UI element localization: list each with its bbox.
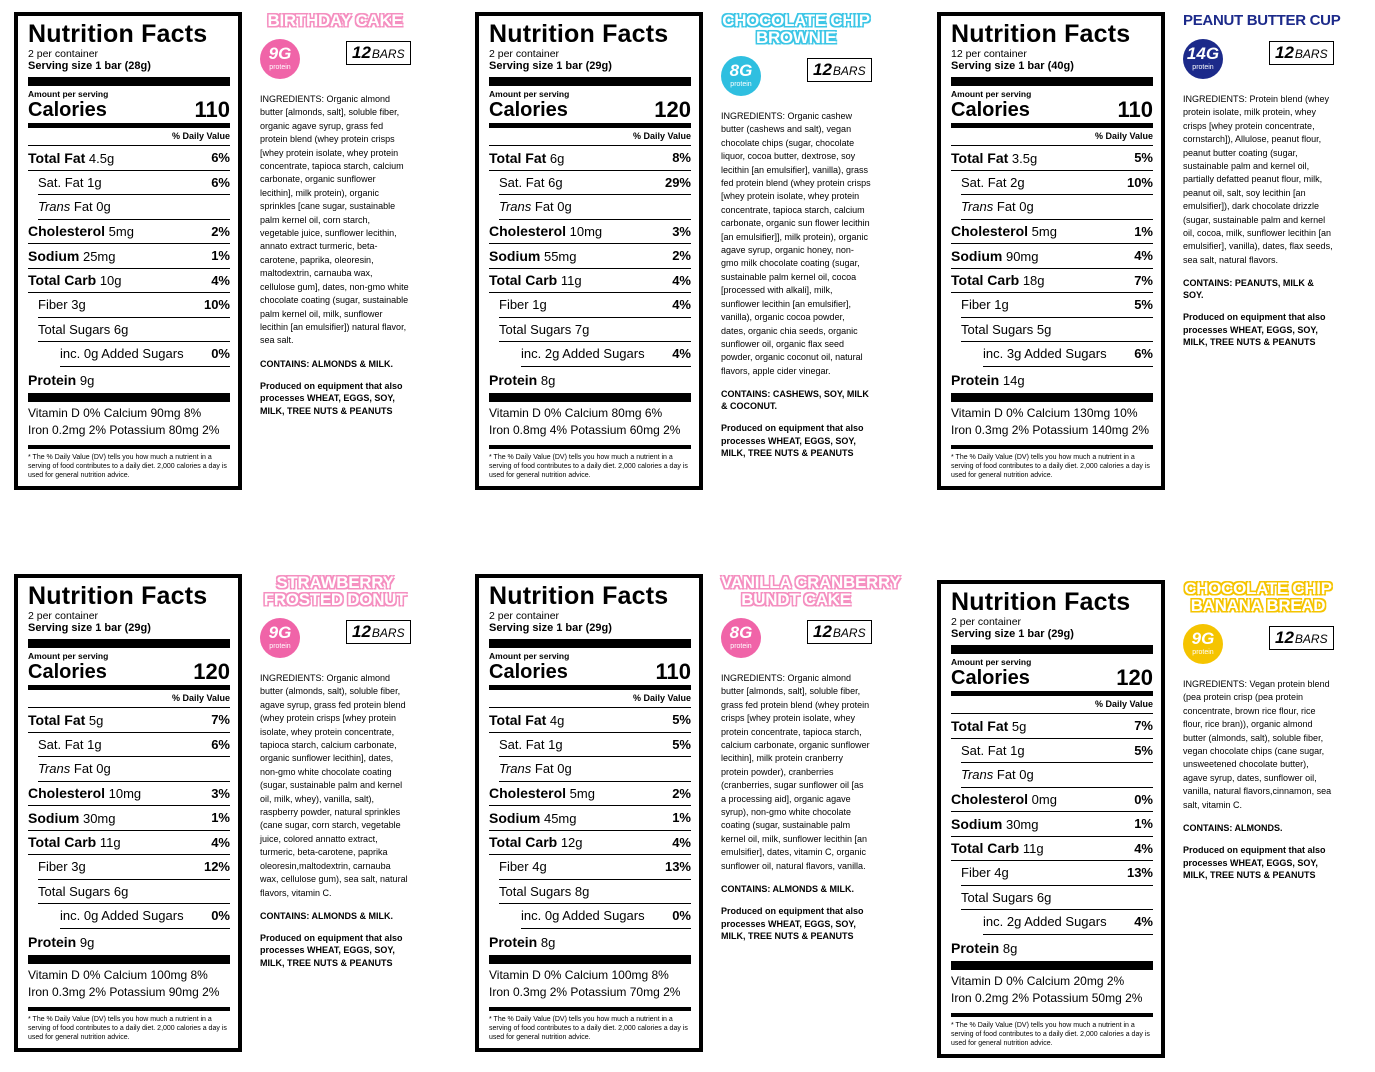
amount-per-serving: Amount per serving <box>28 89 109 99</box>
nutrient-row: Total Fat 6g 8% <box>489 146 691 171</box>
protein-amount: 14G <box>1186 44 1220 63</box>
product-panel <box>475 12 923 492</box>
daily-value-pct: 7% <box>211 712 230 728</box>
flavor-name: BIRTHDAY CAKE <box>267 11 403 30</box>
allergen-equipment-notice: Produced on equipment that also processes WHEAT, EGGS, SOY, MILK, TREE NUTS & PEANUTS <box>721 906 864 942</box>
nutrition-facts-label <box>937 12 1165 490</box>
nutrient-row: Sodium 25mg 1% <box>28 244 230 269</box>
vitamins-minerals <box>489 964 691 1011</box>
allergen-contains: CONTAINS: CASHEWS, SOY, MILK & COCONUT. <box>721 389 869 412</box>
daily-value-pct: 13% <box>664 859 691 875</box>
nutrient-row: Sodium 90mg 4% <box>951 244 1153 269</box>
serving-size: Serving size 1 bar (40g) <box>951 60 1153 86</box>
ingredients-list: INGREDIENTS: Organic almond butter (almonds, salt), soluble fiber, agave syrup, grass fed protein blend (whey protein crisps [whey protein isolate, whey protein concentrate, tapioca starch, calcium carbonate, organic sunflower lecithin], dates, non-gmo white chocolate coating (sugar, sustainable palm and kernel oil, milk, whey), vanilla, salt), raspberry powder, natural sprinkles (cane sugar, corn starch, vegetable juice, colored annatto extract, turmeric, beta-carotene, paprika oleoresin,maltodextrin, carnauba wax, cellulose gum), sea salt, natural flavors, vitamin C. <box>260 673 408 898</box>
calories-value: 110 <box>194 97 230 122</box>
daily-value-header: % Daily Value <box>28 128 230 146</box>
daily-value-pct: 6% <box>211 736 230 752</box>
calories-label: Calories <box>951 667 1030 689</box>
servings-per-container: 2 per container <box>28 48 99 60</box>
allergen-equipment-notice: Produced on equipment that also processes WHEAT, EGGS, SOY, MILK, TREE NUTS & PEANUTS <box>260 932 403 968</box>
protein-word: protein <box>1192 649 1214 656</box>
nutrient-row: Trans Fat 0g <box>38 757 230 782</box>
daily-value-pct: 5% <box>672 712 691 728</box>
nutrient-row: Sat. Fat 1g 6% <box>38 171 230 196</box>
serving-size: Serving size 1 bar (29g) <box>489 60 691 86</box>
calories-row <box>28 661 230 690</box>
daily-value-pct: 29% <box>664 174 691 190</box>
bar-count: 12 <box>813 60 832 79</box>
nutrition-facts-title: Nutrition Facts <box>951 588 1131 616</box>
nutrient-row: Protein 8g <box>951 935 1153 970</box>
allergen-contains: CONTAINS: ALMONDS. <box>1183 823 1283 834</box>
serving-size: Serving size 1 bar (29g) <box>951 628 1153 654</box>
daily-value-header: % Daily Value <box>489 128 691 146</box>
nutrient-row: inc. 0g Added Sugars 0% <box>60 342 230 367</box>
product-panel <box>475 574 923 1054</box>
vitamins-minerals <box>951 970 1153 1017</box>
bars-word: BARS <box>371 47 405 61</box>
daily-value-pct: 6% <box>211 150 230 166</box>
nutrient-row: Protein 8g <box>489 367 691 402</box>
ingredients-list: INGREDIENTS: Organic almond butter [almonds, salt], soluble fiber, grass fed protein blend (whey protein crisps [whey protein isolate, whey protein concentrate, tapioca starch, calcium carbonate, organic sunflower lecithin], milk protein cranberry protein powder), cranberries (cranberries, sugar sunflower oil [as a processing aid], organic agave syrup), non-gmo white chocolate coating (sugar, sustainable palm kernel oil, milk, sunflower lecithin [an emulsifier], dates, vitamin C, organic sunflower oil, natural flavors, vanilla. <box>721 673 870 871</box>
allergen-equipment-notice: Produced on equipment that also processes WHEAT, EGGS, SOY, MILK, TREE NUTS & PEANUTS <box>1183 312 1326 348</box>
protein-badge <box>1183 39 1223 79</box>
protein-word: protein <box>730 81 752 88</box>
protein-badge <box>721 618 761 658</box>
servings-per-container: 2 per container <box>489 610 560 622</box>
vitamins-minerals <box>951 402 1153 449</box>
bars-word: BARS <box>832 64 866 78</box>
allergen-contains: CONTAINS: ALMONDS & MILK. <box>721 884 854 895</box>
minerals-line-2: Iron 0.2mg 2% Potassium 50mg 2% <box>951 990 1143 1005</box>
amount-per-serving: Amount per serving <box>489 89 570 99</box>
daily-value-pct: 4% <box>672 272 691 288</box>
calories-value: 120 <box>1116 665 1153 690</box>
flavor-name-line-2: BROWNIE <box>755 28 837 47</box>
minerals-line-2: Iron 0.3mg 2% Potassium 70mg 2% <box>489 984 681 999</box>
amount-per-serving: Amount per serving <box>489 651 570 661</box>
flavor-name-line-2: BUNDT CAKE <box>741 590 851 609</box>
calories-label: Calories <box>489 661 568 683</box>
servings-per-container: 2 per container <box>489 48 560 60</box>
nutrition-facts-label <box>14 12 242 490</box>
nutrition-facts-label <box>937 580 1165 1058</box>
bar-count-badge <box>346 41 411 65</box>
daily-value-pct: 1% <box>1134 223 1153 239</box>
daily-value-pct: 5% <box>1134 742 1153 758</box>
calories-row <box>951 667 1153 696</box>
flavor-name: PEANUT BUTTER CUP <box>1183 12 1341 29</box>
amount-per-serving: Amount per serving <box>951 89 1032 99</box>
nutrient-row: Sodium 30mg 1% <box>28 806 230 831</box>
calories-value: 120 <box>193 659 230 684</box>
bar-count: 12 <box>813 622 832 641</box>
minerals-line-2: Iron 0.2mg 2% Potassium 80mg 2% <box>28 422 220 437</box>
nutrition-facts-title: Nutrition Facts <box>489 582 669 610</box>
flavor-name: VANILLA CRANBERRY <box>721 573 901 592</box>
amount-per-serving: Amount per serving <box>951 657 1032 667</box>
nutrient-row: Sat. Fat 2g 10% <box>961 171 1153 196</box>
nutrient-row: Fiber 3g 12% <box>38 855 230 880</box>
protein-badge <box>260 618 300 658</box>
calories-label: Calories <box>951 99 1030 121</box>
amount-per-serving: Amount per serving <box>28 651 109 661</box>
servings-per-container: 2 per container <box>951 616 1022 628</box>
product-panel <box>937 580 1375 1060</box>
calories-row <box>489 661 691 690</box>
nutrient-row: Trans Fat 0g <box>499 195 691 220</box>
nutrient-row: Protein 9g <box>28 367 230 402</box>
daily-value-pct: 0% <box>211 346 230 362</box>
nutrient-row: Total Carb 11g 4% <box>951 837 1153 862</box>
nutrient-row: Total Fat 4g 5% <box>489 708 691 733</box>
nutrient-row: Total Sugars 6g <box>961 886 1153 911</box>
nutrient-row: Total Carb 10g 4% <box>28 269 230 294</box>
allergen-contains: CONTAINS: ALMONDS & MILK. <box>260 910 393 921</box>
daily-value-footnote: * The % Daily Value (DV) tells you how much a nutrient in a serving of food contributes to a daily diet. 2,000 calories a day is used for general nutrition advice. <box>28 453 227 479</box>
allergen-contains: CONTAINS: PEANUTS, MILK & SOY. <box>1183 278 1314 301</box>
daily-value-header: % Daily Value <box>951 696 1153 714</box>
daily-value-pct: 4% <box>211 272 230 288</box>
vitamins-minerals <box>28 964 230 1011</box>
nutrient-row: Cholesterol 10mg 3% <box>489 220 691 245</box>
bars-word: BARS <box>1294 47 1328 61</box>
servings-per-container: 12 per container <box>951 48 1027 60</box>
bars-word: BARS <box>1294 632 1328 646</box>
daily-value-pct: 1% <box>1134 816 1153 832</box>
calories-row <box>489 99 691 128</box>
nutrient-row: Total Carb 12g 4% <box>489 831 691 856</box>
daily-value-pct: 2% <box>672 248 691 264</box>
nutrition-facts-title: Nutrition Facts <box>951 20 1131 48</box>
flavor-name: STRAWBERRY <box>276 573 394 592</box>
vitamins-minerals <box>489 402 691 449</box>
nutrient-row: Trans Fat 0g <box>961 763 1153 788</box>
serving-size: Serving size 1 bar (29g) <box>28 622 230 648</box>
daily-value-pct: 7% <box>1134 718 1153 734</box>
daily-value-pct: 3% <box>211 785 230 801</box>
calories-row <box>28 99 230 128</box>
nutrient-row: Fiber 1g 5% <box>961 293 1153 318</box>
minerals-line-2: Iron 0.8mg 4% Potassium 60mg 2% <box>489 422 681 437</box>
protein-word: protein <box>730 643 752 650</box>
nutrient-row: Fiber 1g 4% <box>499 293 691 318</box>
nutrition-facts-label <box>475 12 703 490</box>
daily-value-pct: 5% <box>1134 150 1153 166</box>
nutrition-facts-title: Nutrition Facts <box>28 582 208 610</box>
protein-word: protein <box>269 64 291 71</box>
protein-badge <box>260 39 300 79</box>
bar-count-badge <box>346 620 411 644</box>
daily-value-pct: 0% <box>211 908 230 924</box>
calories-label: Calories <box>489 99 568 121</box>
badges <box>1183 37 1333 93</box>
daily-value-pct: 12% <box>203 859 230 875</box>
flavor-name-line-2: BANANA BREAD <box>1190 596 1326 615</box>
daily-value-pct: 1% <box>672 810 691 826</box>
nutrient-row: Total Sugars 8g <box>499 880 691 905</box>
nutrient-row: Sat. Fat 1g 5% <box>499 733 691 758</box>
nutrient-row: Fiber 4g 13% <box>961 861 1153 886</box>
daily-value-pct: 4% <box>672 297 691 313</box>
ingredients-list: INGREDIENTS: Protein blend (whey protein isolate, milk protein, whey crisps [whey protein concentrate, cornstarch]), Allulose, peanut flour, peanut butter coating (sugar, sustainable palm and kernel oil, partially defatted peanut flour, milk, peanut oil, salt, soy lecithin [an emulsifier]), dark chocolate drizzle (sugar, sustainable palm and kernel oil, cocoa, milk, sunflower lecithin [an emulsifier], vanilla), dates, flax seeds, sea salt, natural flavors. <box>1183 94 1333 265</box>
allergen-contains: CONTAINS: ALMONDS & MILK. <box>260 358 393 369</box>
allergen-equipment-notice: Produced on equipment that also processes WHEAT, EGGS, SOY, MILK, TREE NUTS & PEANUTS <box>721 423 864 459</box>
nutrient-row: inc. 0g Added Sugars 0% <box>521 904 691 929</box>
nutrient-row: Sodium 55mg 2% <box>489 244 691 269</box>
daily-value-footnote: * The % Daily Value (DV) tells you how much a nutrient in a serving of food contributes to a daily diet. 2,000 calories a day is used for general nutrition advice. <box>28 1015 227 1041</box>
product-panel <box>14 574 462 1054</box>
bar-count-badge <box>807 58 872 82</box>
daily-value-pct: 0% <box>1134 791 1153 807</box>
nutrient-row: Total Carb 11g 4% <box>28 831 230 856</box>
nutrient-row: Sat. Fat 1g 6% <box>38 733 230 758</box>
nutrient-row: Total Fat 5g 7% <box>951 714 1153 739</box>
product-info <box>1183 580 1333 882</box>
flavor-name: CHOCOLATE CHIP <box>1184 579 1332 598</box>
calories-label: Calories <box>28 99 107 121</box>
daily-value-footnote: * The % Daily Value (DV) tells you how much a nutrient in a serving of food contributes to a daily diet. 2,000 calories a day is used for general nutrition advice. <box>951 453 1150 479</box>
nutrient-row: Protein 14g <box>951 367 1153 402</box>
nutrient-row: Cholesterol 10mg 3% <box>28 782 230 807</box>
flavor-name-line-2: FROSTED DONUT <box>263 590 407 609</box>
nutrient-row: Total Sugars 6g <box>38 318 230 343</box>
serving-size: Serving size 1 bar (28g) <box>28 60 230 86</box>
minerals-line-1: Vitamin D 0% Calcium 80mg 6% <box>489 405 663 420</box>
daily-value-pct: 10% <box>203 297 230 313</box>
nutrient-row: Total Sugars 7g <box>499 318 691 343</box>
protein-word: protein <box>269 643 291 650</box>
daily-value-footnote: * The % Daily Value (DV) tells you how much a nutrient in a serving of food contributes to a daily diet. 2,000 calories a day is used for general nutrition advice. <box>489 453 688 479</box>
nutrient-row: Total Fat 3.5g 5% <box>951 146 1153 171</box>
bar-count: 12 <box>352 622 371 641</box>
daily-value-pct: 7% <box>1134 272 1153 288</box>
protein-badge <box>1183 624 1223 664</box>
nutrient-row: Total Fat 5g 7% <box>28 708 230 733</box>
nutrient-row: inc. 2g Added Sugars 4% <box>521 342 691 367</box>
minerals-line-1: Vitamin D 0% Calcium 20mg 2% <box>951 973 1125 988</box>
nutrient-row: Sat. Fat 1g 5% <box>961 739 1153 764</box>
calories-value: 110 <box>1117 97 1153 122</box>
nutrient-row: inc. 0g Added Sugars 0% <box>60 904 230 929</box>
nutrient-row: inc. 3g Added Sugars 6% <box>983 342 1153 367</box>
protein-amount: 8G <box>729 623 753 642</box>
daily-value-footnote: * The % Daily Value (DV) tells you how much a nutrient in a serving of food contributes to a daily diet. 2,000 calories a day is used for general nutrition advice. <box>951 1021 1150 1047</box>
nutrient-row: Cholesterol 0mg 0% <box>951 788 1153 813</box>
daily-value-pct: 6% <box>211 174 230 190</box>
allergen-equipment-notice: Produced on equipment that also processes WHEAT, EGGS, SOY, MILK, TREE NUTS & PEANUTS <box>1183 845 1326 881</box>
nutrient-row: Total Sugars 6g <box>38 880 230 905</box>
vitamins-minerals <box>28 402 230 449</box>
calories-row <box>951 99 1153 128</box>
bars-word: BARS <box>371 626 405 640</box>
bar-count: 12 <box>1275 628 1294 647</box>
nutrient-row: Cholesterol 5mg 2% <box>28 220 230 245</box>
nutrition-facts-label <box>475 574 703 1052</box>
daily-value-pct: 3% <box>672 223 691 239</box>
nutrient-row: Total Fat 4.5g 6% <box>28 146 230 171</box>
daily-value-pct: 2% <box>672 785 691 801</box>
daily-value-pct: 4% <box>672 346 691 362</box>
flavor-name: CHOCOLATE CHIP <box>722 11 870 30</box>
ingredients-list: INGREDIENTS: Vegan protein blend (pea protein crisp (pea protein concentrate, brown rice flour, rice flour, rice bran)), organic almond butter (almonds, salt), soluble fiber, vegan chocolate chips (cane sugar, unsweetened chocolate butter), agave syrup, dates, sunflower oil, vanilla, natural flavors,cinnamon, sea salt, vitamin C. <box>1183 679 1332 810</box>
nutrient-row: Fiber 3g 10% <box>38 293 230 318</box>
product-panel <box>14 12 462 492</box>
product-info <box>260 574 410 969</box>
nutrient-row: Trans Fat 0g <box>961 195 1153 220</box>
protein-badge <box>721 56 761 96</box>
protein-word: protein <box>1192 64 1214 71</box>
minerals-line-1: Vitamin D 0% Calcium 100mg 8% <box>489 967 669 982</box>
daily-value-pct: 5% <box>1134 297 1153 313</box>
daily-value-pct: 2% <box>211 223 230 239</box>
product-info <box>260 12 410 417</box>
bar-count-badge <box>1269 626 1334 650</box>
bar-count: 12 <box>352 43 371 62</box>
serving-size: Serving size 1 bar (29g) <box>489 622 691 648</box>
nutrient-row: Protein 8g <box>489 929 691 964</box>
daily-value-pct: 4% <box>1134 840 1153 856</box>
nutrition-facts-label <box>14 574 242 1052</box>
nutrient-row: Sodium 45mg 1% <box>489 806 691 831</box>
protein-amount: 9G <box>1191 629 1215 648</box>
ingredients-list: INGREDIENTS: Organic almond butter [almonds, salt], soluble fiber, organic agave syrup, grass fed protein blend (whey protein crisps [whey protein isolate, whey protein concentrate, tapioca starch, calcium carbonate, organic sunflower lecithin], milk protein), organic sprinkles [cane sugar, sustainable palm kernel oil, corn starch, vegetable juice, sunflower lecithin, annato extract turmeric, beta-carotene, paprika, oleoresin, maltodextrin, carnauba wax, cellulose gum], dates, non-gmo white chocolate coating (sugar, sustainable palm kernel oil, milk, sunflower lecithin [an emulsifier]) natural flavor, sea salt. <box>260 94 409 346</box>
nutrient-row: Sodium 30mg 1% <box>951 812 1153 837</box>
daily-value-pct: 4% <box>211 834 230 850</box>
daily-value-pct: 8% <box>672 150 691 166</box>
product-info <box>721 12 871 460</box>
badges <box>260 616 410 672</box>
nutrient-row: Sat. Fat 6g 29% <box>499 171 691 196</box>
daily-value-pct: 0% <box>672 908 691 924</box>
bar-count-badge <box>807 620 872 644</box>
bar-count: 12 <box>1275 43 1294 62</box>
daily-value-pct: 4% <box>1134 248 1153 264</box>
calories-label: Calories <box>28 661 107 683</box>
minerals-line-1: Vitamin D 0% Calcium 100mg 8% <box>28 967 208 982</box>
daily-value-header: % Daily Value <box>951 128 1153 146</box>
daily-value-pct: 1% <box>211 810 230 826</box>
daily-value-pct: 10% <box>1126 174 1153 190</box>
daily-value-pct: 6% <box>1134 346 1153 362</box>
nutrient-row: Fiber 4g 13% <box>499 855 691 880</box>
daily-value-header: % Daily Value <box>489 690 691 708</box>
nutrient-row: Total Carb 11g 4% <box>489 269 691 294</box>
protein-amount: 8G <box>729 61 753 80</box>
allergen-equipment-notice: Produced on equipment that also processes WHEAT, EGGS, SOY, MILK, TREE NUTS & PEANUTS <box>260 380 403 416</box>
nutrient-row: Trans Fat 0g <box>499 757 691 782</box>
product-panel <box>937 12 1375 492</box>
product-info <box>1183 12 1341 349</box>
bars-word: BARS <box>832 626 866 640</box>
badges <box>721 54 871 110</box>
daily-value-pct: 1% <box>211 248 230 264</box>
bar-count-badge <box>1269 41 1334 65</box>
daily-value-header: % Daily Value <box>28 690 230 708</box>
nutrient-row: Protein 9g <box>28 929 230 964</box>
badges <box>260 37 410 93</box>
nutrient-row: Total Carb 18g 7% <box>951 269 1153 294</box>
daily-value-pct: 4% <box>1134 914 1153 930</box>
nutrient-row: inc. 2g Added Sugars 4% <box>983 910 1153 935</box>
minerals-line-2: Iron 0.3mg 2% Potassium 140mg 2% <box>951 422 1150 437</box>
minerals-line-2: Iron 0.3mg 2% Potassium 90mg 2% <box>28 984 220 999</box>
daily-value-pct: 5% <box>672 736 691 752</box>
product-info <box>721 573 901 943</box>
daily-value-footnote: * The % Daily Value (DV) tells you how much a nutrient in a serving of food contributes to a daily diet. 2,000 calories a day is used for general nutrition advice. <box>489 1015 688 1041</box>
nutrient-row: Cholesterol 5mg 2% <box>489 782 691 807</box>
badges <box>721 616 871 672</box>
servings-per-container: 2 per container <box>28 610 99 622</box>
badges <box>1183 622 1333 678</box>
nutrition-facts-title: Nutrition Facts <box>28 20 208 48</box>
protein-amount: 9G <box>268 44 292 63</box>
ingredients-list: INGREDIENTS: Organic cashew butter (cashews and salt), vegan chocolate chips (sugar, chocolate liquor, cocoa butter, dextrose, soy lecithin [an emulsifier], vanilla), grass fed protein blend (whey protein crisps [whey protein isolate, whey protein concentrate, tapioca starch, calcium carbonate, organic sun flower lecithin [an emulsifier]], milk protein), organic agave syrup, organic honey, non-gmo milk chocolate coating (sugar, sustainable palm kernel oil, cocoa [processed with alkali], milk, sunflower lecithin [an emulsifier], vanilla), organic cocoa powder, dates, organic chia seeds, organic sunflower oil, organic flax seed powder, organic coconut oil, natural flavors, apple cider vinegar. <box>721 111 871 376</box>
calories-value: 120 <box>654 97 691 122</box>
daily-value-pct: 4% <box>672 834 691 850</box>
minerals-line-1: Vitamin D 0% Calcium 90mg 8% <box>28 405 202 420</box>
minerals-line-1: Vitamin D 0% Calcium 130mg 10% <box>951 405 1138 420</box>
nutrition-facts-title: Nutrition Facts <box>489 20 669 48</box>
protein-amount: 9G <box>268 623 292 642</box>
calories-value: 110 <box>655 659 691 684</box>
nutrient-row: Cholesterol 5mg 1% <box>951 220 1153 245</box>
nutrient-row: Trans Fat 0g <box>38 195 230 220</box>
nutrient-row: Total Sugars 5g <box>961 318 1153 343</box>
daily-value-pct: 13% <box>1126 865 1153 881</box>
